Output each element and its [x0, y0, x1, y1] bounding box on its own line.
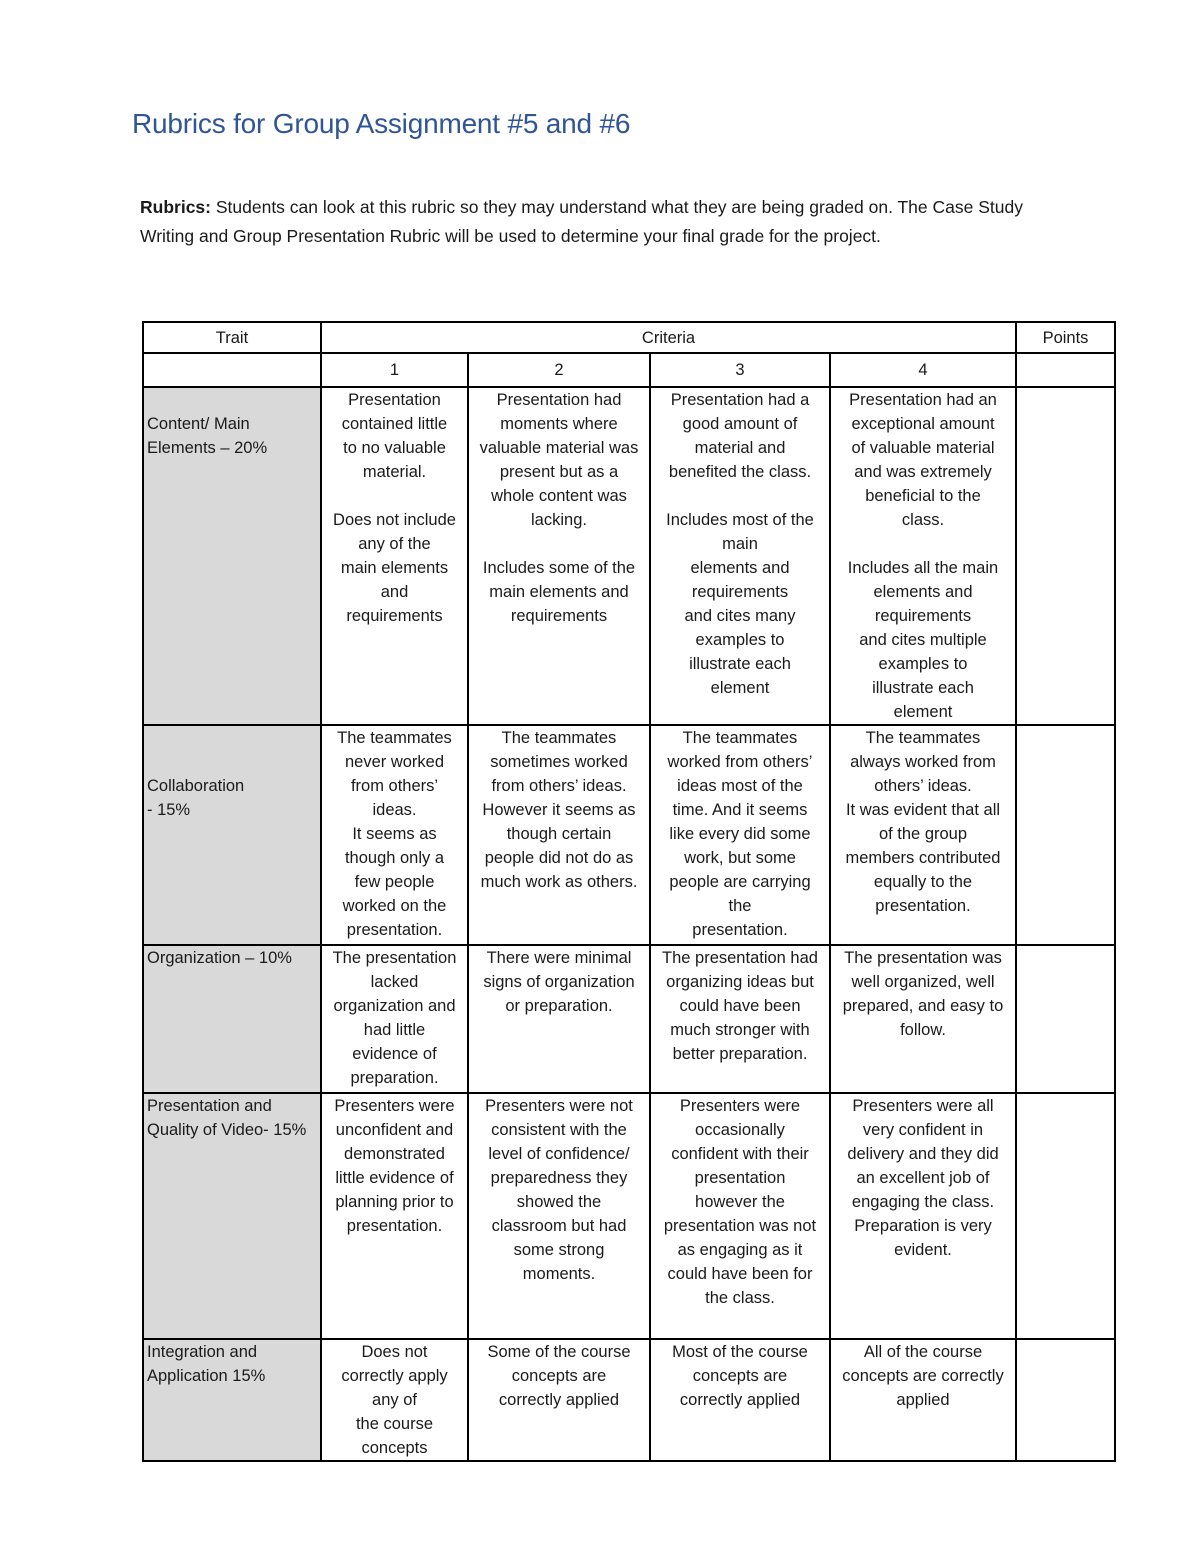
criteria-cell-4	[830, 725, 1016, 945]
trait-cell	[143, 387, 321, 725]
criteria-text: The teammates worked from others’ ideas most of the time. And it seems like every did some work, but some people are carrying the presentation.	[667, 729, 813, 939]
criteria-text: The teammates always worked from others’ ideas. It was evident that all of the group members contributed equally to the presentation.	[845, 729, 1001, 915]
criteria-cell-3	[650, 1339, 830, 1461]
trait-label: Presentation and Quality of Video- 15%	[147, 1097, 307, 1139]
criteria-cell-2	[468, 945, 650, 1093]
criteria-text: The teammates never worked from others’ ideas. It seems as though only a few people worked on the presentation.	[337, 729, 452, 939]
points-cell	[1016, 1339, 1115, 1461]
table-row	[143, 1339, 1115, 1461]
criteria-cell-1	[321, 1093, 468, 1339]
criteria-cell-1	[321, 1339, 468, 1461]
trait-label: Integration and Application 15%	[147, 1343, 266, 1385]
document-title: Rubrics for Group Assignment #5 and #6	[132, 108, 631, 139]
level-2: 2	[468, 353, 650, 387]
points-cell	[1016, 725, 1115, 945]
criteria-text: Presentation had a good amount of material and benefited the class. Includes most of the main elements and requirements and cites many examples to illustrate each element	[666, 391, 814, 697]
criteria-cell-4	[830, 945, 1016, 1093]
levels-row	[143, 353, 1115, 387]
criteria-text: Most of the course concepts are correctly applied	[672, 1343, 808, 1409]
criteria-text: Presenters were all very confident in delivery and they did an excellent job of engaging the class. Preparation is very evident.	[847, 1097, 999, 1259]
table-row	[143, 387, 1115, 725]
trait-cell	[143, 725, 321, 945]
points-cell	[1016, 387, 1115, 725]
criteria-cell-3	[650, 945, 830, 1093]
trait-label: Content/ Main Elements – 20%	[147, 415, 268, 457]
criteria-cell-1	[321, 725, 468, 945]
points-cell	[1016, 1093, 1115, 1339]
criteria-cell-2	[468, 1339, 650, 1461]
criteria-cell-1	[321, 945, 468, 1093]
header-points: Points	[1016, 322, 1115, 353]
criteria-cell-3	[650, 725, 830, 945]
criteria-text: All of the course concepts are correctly applied	[842, 1343, 1004, 1409]
level-3: 3	[650, 353, 830, 387]
criteria-text: The presentation was well organized, well prepared, and easy to follow.	[842, 949, 1004, 1039]
header-trait: Trait	[143, 322, 321, 353]
points-cell	[1016, 945, 1115, 1093]
criteria-cell-1	[321, 387, 468, 725]
criteria-cell-3	[650, 1093, 830, 1339]
trait-label: Collaboration - 15%	[147, 777, 245, 819]
level-4: 4	[830, 353, 1016, 387]
criteria-text: Presentation contained little to no valuable material. Does not include any of the main elements and requirements	[333, 391, 456, 625]
criteria-cell-2	[468, 1093, 650, 1339]
trait-cell	[143, 1093, 321, 1339]
header-criteria: Criteria	[321, 322, 1016, 353]
table-row	[143, 1093, 1115, 1339]
criteria-text: Presenters were not consistent with the level of confidence/ preparedness they showed the classroom but had some strong moments.	[485, 1097, 633, 1283]
criteria-cell-2	[468, 725, 650, 945]
level-1: 1	[321, 353, 468, 387]
criteria-text: Presenters were unconfident and demonstrated little evidence of planning prior to presentation.	[334, 1097, 455, 1235]
criteria-text: Presenters were occasionally confident with their presentation however the presentation was not as engaging as it could have been for the class.	[663, 1097, 817, 1307]
criteria-text: The teammates sometimes worked from others’ ideas. However it seems as though certain people did not do as much work as others.	[480, 729, 638, 891]
criteria-cell-3	[650, 387, 830, 725]
criteria-text: The presentation had organizing ideas but could have been much stronger with better preparation.	[662, 949, 818, 1063]
criteria-text: There were minimal signs of organization or preparation.	[483, 949, 635, 1015]
criteria-text: The presentation lacked organization and had little evidence of preparation.	[332, 949, 457, 1087]
criteria-cell-4	[830, 1093, 1016, 1339]
trait-label: Organization – 10%	[147, 949, 292, 967]
table-row	[143, 725, 1115, 945]
criteria-cell-4	[830, 1339, 1016, 1461]
trait-cell	[143, 945, 321, 1093]
intro-label: Rubrics:	[140, 197, 211, 217]
criteria-text: Does not correctly apply any of the course concepts	[341, 1343, 448, 1457]
rubric-table	[142, 321, 1116, 1462]
criteria-cell-2	[468, 387, 650, 725]
criteria-text: Presentation had moments where valuable material was present but as a whole content was lacking. Includes some of the main elements and requirements	[479, 391, 639, 625]
levels-points-blank	[1016, 353, 1115, 387]
criteria-text: Some of the course concepts are correctly applied	[487, 1343, 631, 1409]
intro-text: Students can look at this rubric so they may understand what they are being graded on. The Case Study Writing and Group Presentation Rubric will be used to determine your final grade for the project.	[140, 197, 1023, 246]
header-row	[143, 322, 1115, 353]
levels-blank-cell	[143, 353, 321, 387]
trait-cell	[143, 1339, 321, 1461]
table-row	[143, 945, 1115, 1093]
criteria-cell-4	[830, 387, 1016, 725]
criteria-text: Presentation had an exceptional amount of valuable material and was extremely beneficial to the class. Includes all the main elements and requirements and cites multiple examples to illustrate each element	[847, 391, 999, 721]
intro-paragraph	[140, 193, 1030, 250]
